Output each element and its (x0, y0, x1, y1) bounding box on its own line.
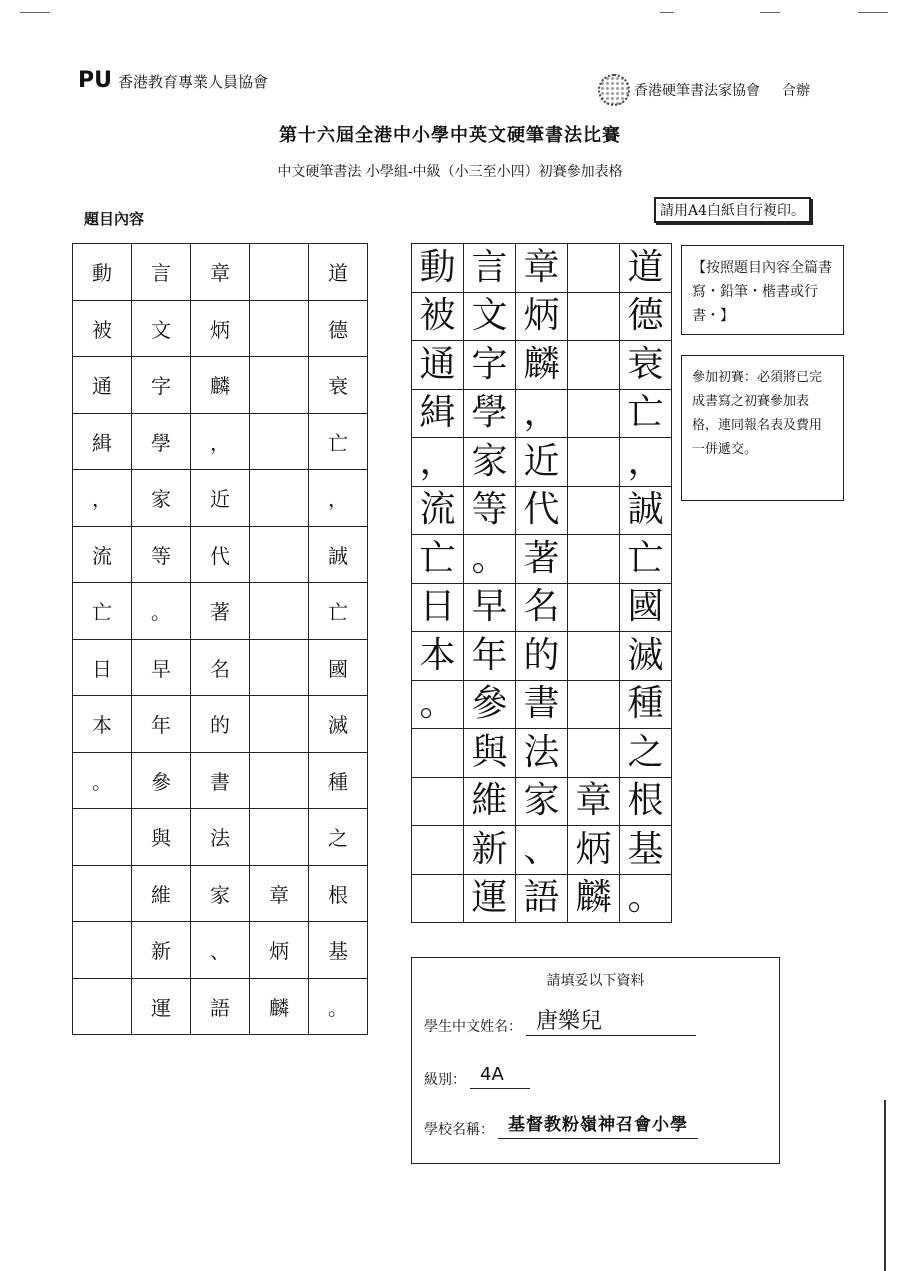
handwriting-cell (568, 292, 620, 341)
grid-row (73, 639, 368, 696)
grid-row (412, 535, 672, 584)
handwriting-cell (412, 777, 464, 826)
school-field[interactable]: 基督教粉嶺神召會小學 (498, 1113, 698, 1139)
topic-cell (250, 752, 309, 809)
handwriting-cell: 名 (516, 583, 568, 632)
topic-cell: 國 (309, 639, 368, 696)
topic-cell (250, 470, 309, 527)
handwriting-cell: 法 (516, 729, 568, 778)
handwriting-cell: 日 (412, 583, 464, 632)
handwriting-cell: 等 (464, 486, 516, 535)
handwriting-cell: 亡 (620, 389, 672, 438)
handwriting-cell: 亡 (412, 535, 464, 584)
handwriting-cell: 衰 (620, 341, 672, 390)
topic-cell: 代 (191, 526, 250, 583)
topic-cell: 、 (191, 922, 250, 979)
topic-cell: 日 (73, 639, 132, 696)
pu-logo: PU (78, 68, 112, 93)
topic-cell: ， (309, 470, 368, 527)
topic-cell: 與 (132, 809, 191, 866)
topic-cell: 章 (250, 865, 309, 922)
topic-cell (250, 300, 309, 357)
topic-cell: 通 (73, 357, 132, 414)
grid-row (73, 696, 368, 753)
grid-row (412, 729, 672, 778)
topic-cell: 早 (132, 639, 191, 696)
grid-row (412, 486, 672, 535)
handwriting-cell: 章 (568, 777, 620, 826)
topic-cell (250, 357, 309, 414)
grid-row (73, 865, 368, 922)
topic-cell: 炳 (191, 300, 250, 357)
school-label: 學校名稱： (424, 1122, 494, 1138)
grid-row (412, 438, 672, 487)
topic-cell: 炳 (250, 922, 309, 979)
handwriting-cell: 代 (516, 486, 568, 535)
grade-row (424, 1063, 530, 1089)
topic-cell: 德 (309, 300, 368, 357)
handwriting-cell: 滅 (620, 632, 672, 681)
grid-row (73, 978, 368, 1035)
scan-artifact (858, 12, 888, 13)
topic-cell: 名 (191, 639, 250, 696)
topic-cell: 。 (73, 752, 132, 809)
grid-row (73, 244, 368, 301)
handwriting-cell: 語 (516, 874, 568, 923)
grid-row (73, 809, 368, 866)
name-row (424, 1010, 696, 1036)
handwriting-cell: 新 (464, 826, 516, 875)
topic-cell: 新 (132, 922, 191, 979)
topic-cell (73, 978, 132, 1035)
co-organized-label: 合辦 (782, 83, 810, 99)
topic-cell: 學 (132, 413, 191, 470)
topic-cell (250, 696, 309, 753)
topic-cell: 流 (73, 526, 132, 583)
grid-row (412, 632, 672, 681)
handwriting-cell: 基 (620, 826, 672, 875)
grid-row (412, 826, 672, 875)
topic-cell: 之 (309, 809, 368, 866)
organizer-right (598, 74, 810, 106)
topic-cell: ， (73, 470, 132, 527)
grid-row (412, 680, 672, 729)
handwriting-cell (568, 438, 620, 487)
topic-cell: 衰 (309, 357, 368, 414)
topic-cell: 字 (132, 357, 191, 414)
handwriting-cell (568, 680, 620, 729)
handwriting-cell: ， (516, 389, 568, 438)
handwriting-cell (568, 486, 620, 535)
handwriting-cell: 與 (464, 729, 516, 778)
handwriting-cell: 德 (620, 292, 672, 341)
handwriting-cell (412, 874, 464, 923)
organizer-left-name: 香港教育專業人員協會 (118, 72, 269, 91)
handwriting-cell (568, 535, 620, 584)
topic-label: 題目內容 (84, 210, 145, 228)
copy-note: 請用A4白紙自行複印。 (654, 197, 811, 223)
grade-field[interactable]: 4A (470, 1063, 530, 1089)
handwriting-cell: ， (412, 438, 464, 487)
handwriting-cell: 章 (516, 244, 568, 293)
grid-row (412, 244, 672, 293)
handwriting-grid (411, 243, 672, 923)
topic-cell (250, 809, 309, 866)
organizer-left (78, 70, 268, 92)
handwriting-cell: 維 (464, 777, 516, 826)
handwriting-cell: 被 (412, 292, 464, 341)
topic-cell (250, 244, 309, 301)
grid-row (412, 341, 672, 390)
topic-cell (73, 809, 132, 866)
topic-cell: 根 (309, 865, 368, 922)
handwriting-cell: 運 (464, 874, 516, 923)
topic-cell: 麟 (250, 978, 309, 1035)
handwriting-cell: 書 (516, 680, 568, 729)
handwriting-cell: 文 (464, 292, 516, 341)
topic-cell: 麟 (191, 357, 250, 414)
handwriting-cell: 種 (620, 680, 672, 729)
handwriting-cell: 麟 (516, 341, 568, 390)
competition-title: 第十六屆全港中小學中英文硬筆書法比賽 (279, 125, 621, 146)
name-label: 學生中文姓名： (424, 1019, 522, 1035)
topic-cell: 等 (132, 526, 191, 583)
handwriting-cell: ， (620, 438, 672, 487)
handwriting-cell: 字 (464, 341, 516, 390)
handwriting-cell: 本 (412, 632, 464, 681)
topic-cell: 法 (191, 809, 250, 866)
info-heading: 請填妥以下資料 (546, 973, 645, 989)
topic-cell: 參 (132, 752, 191, 809)
grid-row (412, 389, 672, 438)
handwriting-cell: 言 (464, 244, 516, 293)
handwriting-cell: 早 (464, 583, 516, 632)
topic-cell: 誠 (309, 526, 368, 583)
handwriting-cell: 誠 (620, 486, 672, 535)
topic-cell: 動 (73, 244, 132, 301)
topic-cell: 書 (191, 752, 250, 809)
grid-row (73, 357, 368, 414)
topic-cell: 年 (132, 696, 191, 753)
topic-cell (73, 865, 132, 922)
form-subtitle: 中文硬筆書法 小學組-中級（小三至小四）初賽參加表格 (277, 164, 623, 180)
handwriting-cell: 炳 (516, 292, 568, 341)
scan-artifact (660, 12, 674, 13)
submission-note-box: 參加初賽：必須將已完成書寫之初賽參加表格，連同報名表及費用一併遞交。 (681, 355, 844, 501)
grade-label: 級別： (424, 1072, 466, 1088)
topic-cell: 維 (132, 865, 191, 922)
handwriting-cell: 道 (620, 244, 672, 293)
handwriting-cell: 國 (620, 583, 672, 632)
topic-cell: 近 (191, 470, 250, 527)
handwriting-cell: 年 (464, 632, 516, 681)
scan-artifact (760, 12, 780, 13)
school-row (424, 1113, 698, 1139)
handwriting-cell: 家 (464, 438, 516, 487)
topic-cell: 家 (132, 470, 191, 527)
topic-cell: 語 (191, 978, 250, 1035)
handwriting-cell: 著 (516, 535, 568, 584)
grid-row (73, 470, 368, 527)
grid-row (73, 300, 368, 357)
topic-cell (250, 639, 309, 696)
handwriting-cell: 麟 (568, 874, 620, 923)
topic-cell: 。 (132, 583, 191, 640)
topic-cell: 基 (309, 922, 368, 979)
grid-row (73, 922, 368, 979)
topic-cell: 文 (132, 300, 191, 357)
grid-row (412, 583, 672, 632)
handwriting-cell (568, 244, 620, 293)
topic-cell: ， (191, 413, 250, 470)
topic-cell: 。 (309, 978, 368, 1035)
topic-cell: 家 (191, 865, 250, 922)
grid-row (412, 874, 672, 923)
topic-cell: 滅 (309, 696, 368, 753)
handwriting-cell (568, 583, 620, 632)
handwriting-cell: 炳 (568, 826, 620, 875)
writing-instruction-box: 【按照題目內容全篇書寫・鉛筆・楷書或行書・】 (681, 245, 844, 335)
grid-row (73, 413, 368, 470)
topic-cell: 緝 (73, 413, 132, 470)
topic-cell: 著 (191, 583, 250, 640)
handwriting-cell: 流 (412, 486, 464, 535)
topic-cell: 種 (309, 752, 368, 809)
topic-cell (250, 583, 309, 640)
topic-cell: 亡 (309, 413, 368, 470)
handwriting-cell: 根 (620, 777, 672, 826)
handwriting-cell (412, 729, 464, 778)
topic-cell: 亡 (309, 583, 368, 640)
scan-artifact (20, 12, 50, 13)
grid-row (73, 752, 368, 809)
handwriting-cell: 的 (516, 632, 568, 681)
handwriting-cell (412, 826, 464, 875)
handwriting-cell: 近 (516, 438, 568, 487)
topic-cell (250, 413, 309, 470)
handwriting-cell: 、 (516, 826, 568, 875)
grid-row (412, 292, 672, 341)
handwriting-cell: 通 (412, 341, 464, 390)
grid-row (73, 583, 368, 640)
handwriting-cell: 緝 (412, 389, 464, 438)
handwriting-cell: 。 (464, 535, 516, 584)
topic-cell: 亡 (73, 583, 132, 640)
topic-cell: 的 (191, 696, 250, 753)
handwriting-cell: 學 (464, 389, 516, 438)
student-info-box (411, 957, 780, 1164)
handwriting-cell (568, 729, 620, 778)
topic-cell: 運 (132, 978, 191, 1035)
topic-cell (73, 922, 132, 979)
grid-row (412, 777, 672, 826)
grid-row (73, 526, 368, 583)
handwriting-cell: 動 (412, 244, 464, 293)
handwriting-cell: 。 (412, 680, 464, 729)
handwriting-cell (568, 389, 620, 438)
handwriting-cell (568, 341, 620, 390)
topic-cell (250, 526, 309, 583)
organizer-right-name: 香港硬筆書法家協會 (634, 83, 760, 99)
handwriting-cell: 。 (620, 874, 672, 923)
association-seal-icon (598, 74, 630, 106)
scan-edge-line (884, 1100, 886, 1271)
handwriting-cell: 參 (464, 680, 516, 729)
topic-cell: 被 (73, 300, 132, 357)
topic-cell: 言 (132, 244, 191, 301)
topic-cell: 道 (309, 244, 368, 301)
handwriting-cell: 亡 (620, 535, 672, 584)
handwriting-cell: 之 (620, 729, 672, 778)
topic-grid (72, 243, 368, 1035)
topic-cell: 章 (191, 244, 250, 301)
handwriting-cell (568, 632, 620, 681)
name-field[interactable]: 唐樂兒 (526, 1010, 696, 1036)
handwriting-cell: 家 (516, 777, 568, 826)
topic-cell: 本 (73, 696, 132, 753)
